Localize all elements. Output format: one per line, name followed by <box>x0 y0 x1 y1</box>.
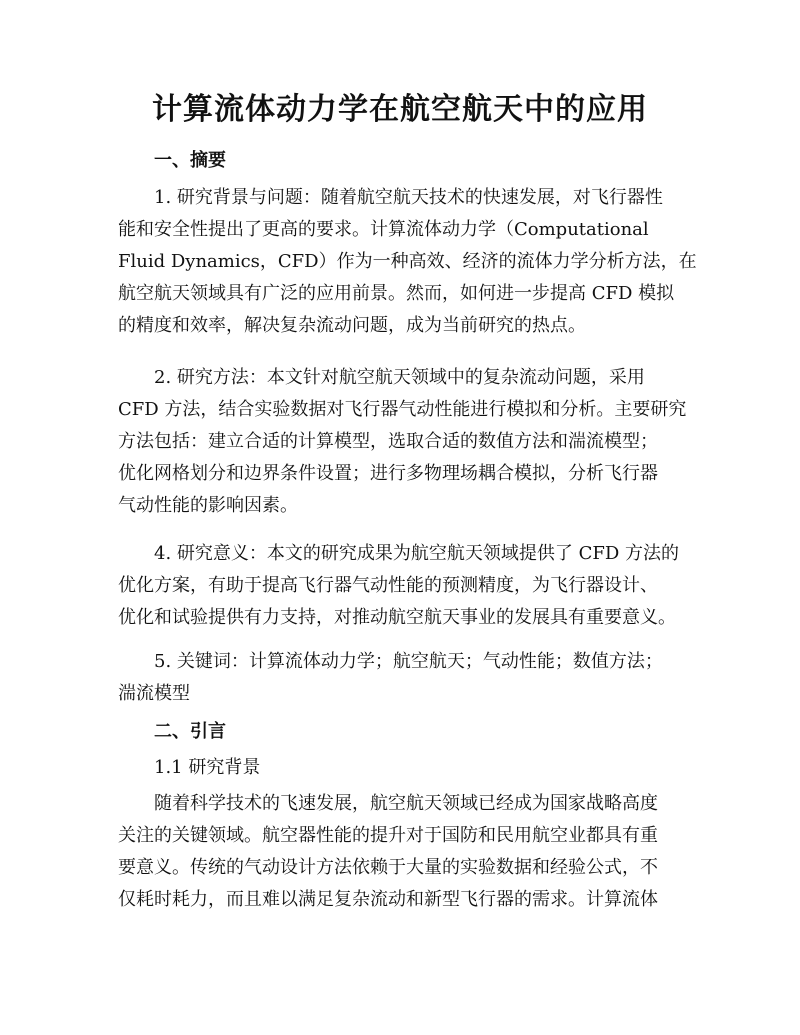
paragraph-line: 能和安全性提出了更高的要求。计算流体动力学（Computational <box>118 219 649 240</box>
abstract-paragraph-2 <box>118 362 688 522</box>
paragraph-line: 航空航天领域具有广泛的应用前景。然而，如何进一步提高 CFD 模拟 <box>118 283 675 304</box>
document-title: 计算流体动力学在航空航天中的应用 <box>152 92 648 127</box>
paragraph-line: 随着科学技术的飞速发展，航空航天领域已经成为国家战略高度 <box>154 793 658 814</box>
intro-paragraph <box>118 788 688 916</box>
paragraph-line: 气动性能的影响因素。 <box>118 495 298 516</box>
paragraph-line: 湍流模型 <box>118 683 190 704</box>
paragraph-line: 优化网格划分和边界条件设置；进行多物理场耦合模拟，分析飞行器 <box>118 463 658 484</box>
abstract-paragraph-4 <box>118 538 688 634</box>
paragraph-line: 1. 研究背景与问题：随着航空航天技术的快速发展，对飞行器性 <box>154 187 663 208</box>
paragraph-line: 4. 研究意义：本文的研究成果为航空航天领域提供了 CFD 方法的 <box>154 543 680 564</box>
intro-heading: 二、引言 <box>154 721 226 742</box>
paragraph-line: 优化和试验提供有力支持，对推动航空航天事业的发展具有重要意义。 <box>118 607 676 628</box>
abstract-heading: 一、摘要 <box>154 150 226 171</box>
paragraph-line: 5. 关键词：计算流体动力学；航空航天；气动性能；数值方法； <box>154 651 663 672</box>
paragraph-line: 方法包括：建立合适的计算模型，选取合适的数值方法和湍流模型； <box>118 431 658 452</box>
paragraph-line: 的精度和效率，解决复杂流动问题，成为当前研究的热点。 <box>118 315 586 336</box>
abstract-paragraph-1 <box>118 182 697 342</box>
paragraph-line: 要意义。传统的气动设计方法依赖于大量的实验数据和经验公式，不 <box>118 857 658 878</box>
paragraph-line: 关注的关键领域。航空器性能的提升对于国防和民用航空业都具有重 <box>118 825 658 846</box>
paragraph-line: 优化方案，有助于提高飞行器气动性能的预测精度，为飞行器设计、 <box>118 575 658 596</box>
paragraph-line: Fluid Dynamics，CFD）作为一种高效、经济的流体力学分析方法，在 <box>118 251 697 272</box>
intro-sub-heading: 1.1 研究背景 <box>154 757 261 778</box>
abstract-paragraph-5 <box>118 646 688 710</box>
paragraph-line: CFD 方法，结合实验数据对飞行器气动性能进行模拟和分析。主要研究 <box>118 399 687 420</box>
paragraph-line: 2. 研究方法：本文针对航空航天领域中的复杂流动问题，采用 <box>154 367 645 388</box>
paragraph-line: 仅耗时耗力，而且难以满足复杂流动和新型飞行器的需求。计算流体 <box>118 889 658 910</box>
